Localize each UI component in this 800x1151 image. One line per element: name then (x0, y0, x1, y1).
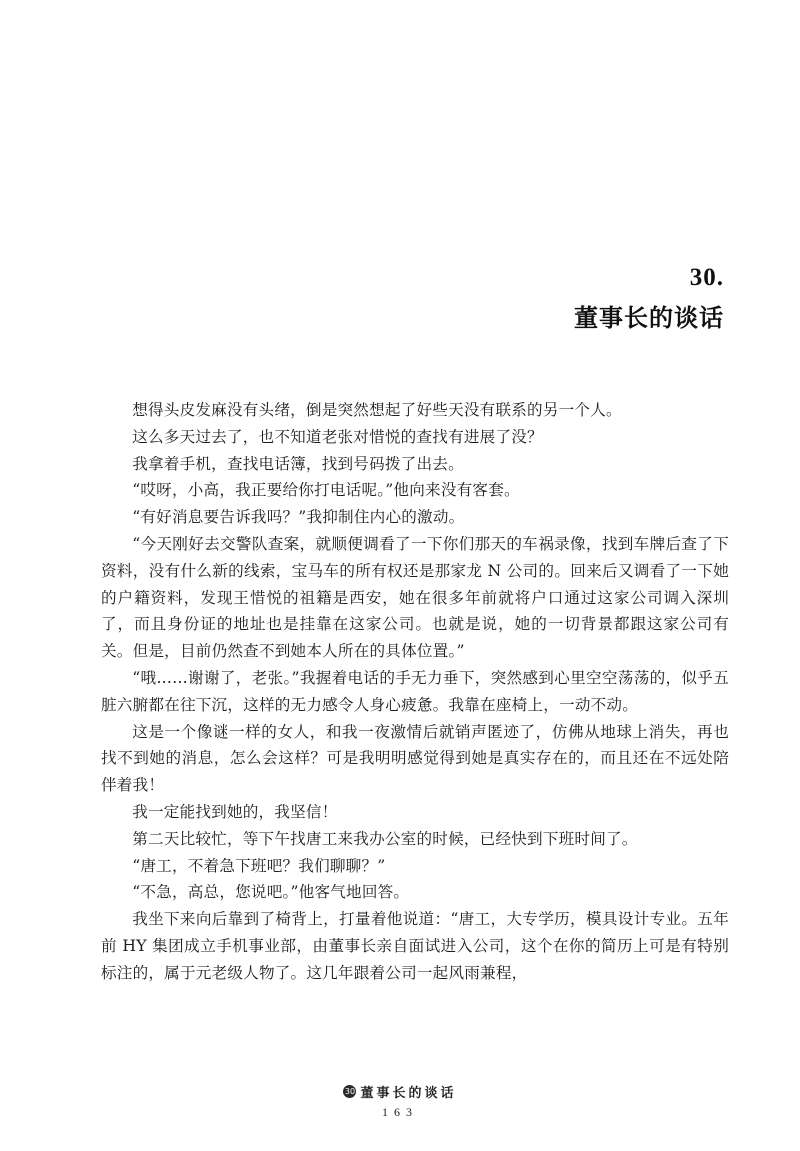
paragraph: 第二天比较忙，等下午找唐工来我办公室的时候，已经快到下班时间了。 (132, 829, 638, 848)
paragraph: 我坐下来向后靠到了椅背上，打量着他说道：“唐工，大专学历，模具设计专业。五年前 HY 集团成立手机事业部，由董事长亲自面试进入公司，这个在你的简历上可是有特别标注的，属于元老级人物了。这几年跟着公司一起风雨兼程， (101, 910, 729, 982)
paragraph: 这是一个像谜一样的女人，和我一夜激情后就销声匿迹了，仿佛从地球上消失，再也找不到她的消息，怎么会这样？可是我明明感觉得到她是真实存在的，而且还在不远处陪伴着我！ (101, 722, 729, 795)
page-number: 163 (382, 1105, 418, 1119)
paragraph: “哦……谢谢了，老张。”我握着电话的手无力垂下，突然感到心里空空荡荡的，似乎五脏六腑都在往下沉，这样的无力感令人身心疲惫。我靠在座椅上，一动不动。 (101, 668, 729, 714)
paragraph: 我拿着手机，查找电话簿，找到号码拨了出去。 (132, 454, 464, 473)
footer-chapter-title: 董事长的谈话 (360, 1086, 457, 1101)
paragraph: “有好消息要告诉我吗？”我抑制住内心的激动。 (132, 508, 465, 527)
running-footer (0, 1082, 800, 1101)
paragraph: 我一定能找到她的，我坚信！ (132, 802, 338, 821)
chapter-title: 董事长的谈话 (574, 304, 724, 332)
paragraph: 想得头皮发麻没有头绪，倒是突然想起了好些天没有联系的另一个人。 (132, 401, 622, 419)
paragraph: “唐工，不着急下班吧？我们聊聊？” (132, 856, 386, 875)
paragraph: “哎呀，小高，我正要给你打电话呢。”他向来没有客套。 (132, 481, 520, 500)
paragraph: 这么多天过去了，也不知道老张对惜悦的查找有进展了没？ (132, 427, 543, 446)
paragraph: “不急，高总，您说吧。”他客气地回答。 (132, 883, 410, 902)
chapter-number: 30. (689, 264, 724, 291)
page-footer (0, 1082, 800, 1120)
chapter-mark-icon: 30 (344, 1087, 356, 1096)
body-text (101, 397, 729, 987)
paragraph: “今天刚好去交警队查案，就顺便调看了一下你们那天的车祸录像，找到车牌后查了下资料，没有什么新的线索，宝马车的所有权还是那家龙 N 公司的。回来后又调看了一下她的户籍资料，发现王惜悦的祖籍是西安，她在很多年前就将户口通过这家公司调入深圳了，而且身份证的地址也是挂靠在这家公司。也就是说，她的一切背景都跟这家公司有关。但是，目前仍然查不到她本人所在的具体位置。” (101, 534, 729, 661)
